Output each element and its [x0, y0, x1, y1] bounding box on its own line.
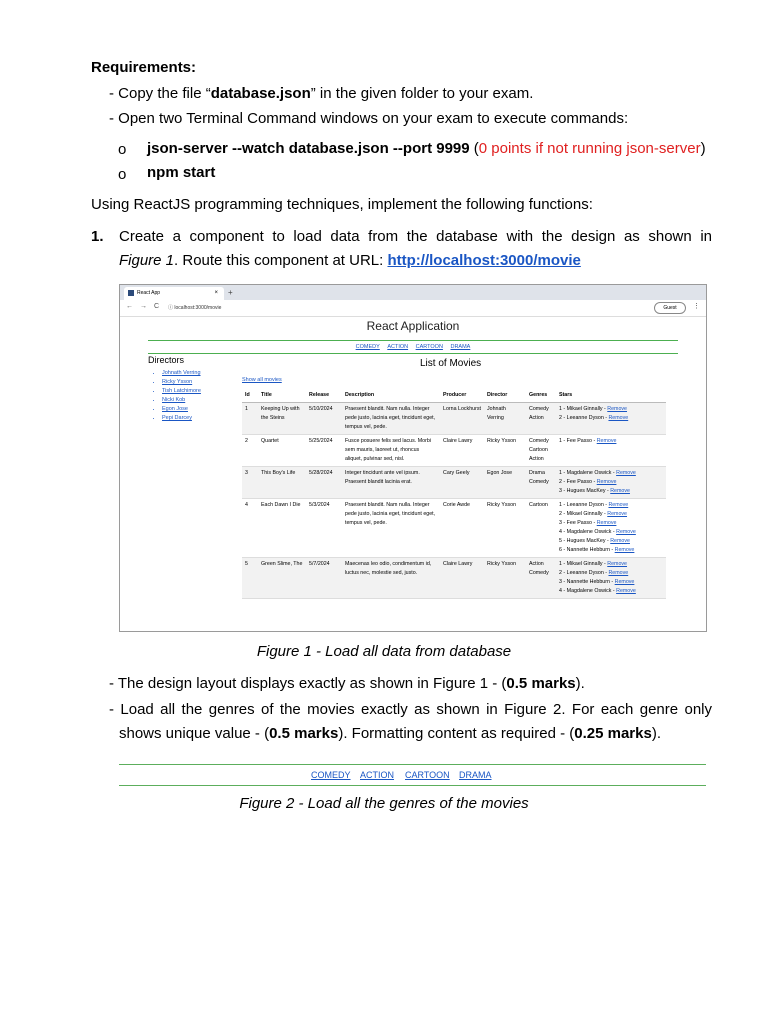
star-item [559, 487, 663, 496]
remove-star-link[interactable]: Remove [608, 415, 629, 421]
tab-title: React App [137, 290, 161, 296]
text: shows unique value - ( [119, 725, 270, 742]
star-name: 1 - Magdalene Oswick - [559, 470, 617, 476]
note-design-layout [109, 675, 585, 692]
text: ). [651, 725, 662, 742]
table-row [242, 467, 666, 499]
column-header: Release [306, 389, 342, 403]
star-item [559, 469, 663, 478]
task-number: 1. [91, 228, 104, 245]
cell-producer: Lorna Lockhurst [440, 403, 484, 435]
remove-star-link[interactable]: Remove [616, 588, 636, 594]
cell-producer: Claire Lawry [440, 435, 484, 467]
browser-tabbar [120, 285, 706, 300]
star-item [559, 414, 663, 423]
text: . Route this component at URL: [174, 252, 388, 269]
cell-director: Ricky Ysson [484, 558, 526, 599]
figure1-caption: Figure 1 - Load all data from database [256, 643, 512, 660]
star-name: 4 - Magdalene Oswick - [559, 588, 617, 594]
genre-nav [120, 344, 706, 350]
cell-description: Maecenas leo odio, condimentum id, luctus nec, molestie sed, justo. [342, 558, 440, 599]
star-name: 3 - Hugues MacKey - [559, 488, 611, 494]
menu-icon[interactable]: ⋮ [693, 303, 700, 310]
cell-description: Integer tincidunt ante vel ipsum. Praesent blandit lacinia erat. [342, 467, 440, 499]
star-name: 4 - Magdalene Oswick - [559, 529, 617, 535]
genre-link-action[interactable]: ACTION [360, 770, 395, 780]
cell-release: 5/3/2024 [306, 499, 342, 558]
remove-star-link[interactable]: Remove [610, 538, 630, 544]
remove-star-link[interactable]: Remove [607, 511, 628, 517]
react-favicon-icon [128, 290, 134, 296]
cell-id: 3 [242, 467, 258, 499]
director-link[interactable]: • Nicki Kob [162, 396, 201, 405]
cell-stars [556, 558, 666, 599]
cell-stars [556, 435, 666, 467]
command-json-server [147, 140, 706, 157]
genre-item: Cartoon [529, 502, 548, 508]
remove-star-link[interactable]: Remove [616, 529, 636, 535]
star-name: 2 - Leeanne Dyson - [559, 415, 609, 421]
cell-title: Quartet [258, 435, 306, 467]
cell-stars [556, 467, 666, 499]
column-header: Description [342, 389, 440, 403]
guest-label: Guest [663, 305, 677, 311]
text: ). [575, 675, 585, 692]
text: ). Formatting content as required - ( [338, 725, 575, 742]
remove-star-link[interactable]: Remove [596, 479, 617, 485]
cell-director: Egon Jose [484, 467, 526, 499]
star-name: 5 - Hugues MacKey - [559, 538, 611, 544]
director-link[interactable]: • Egon Jose [162, 405, 201, 414]
column-header: Stars [556, 389, 666, 403]
genre-link-cartoon[interactable]: CARTOON [405, 770, 450, 780]
directors-heading: Directors [148, 355, 185, 365]
remove-star-link[interactable]: Remove [607, 561, 628, 567]
reload-icon[interactable]: C [154, 303, 160, 310]
figure-ref: Figure 1 [119, 252, 175, 269]
genre-link-drama[interactable]: DRAMA [450, 344, 471, 350]
star-item [559, 569, 663, 578]
genre-link-action[interactable]: ACTION [387, 344, 409, 350]
star-name: 1 - Mikael Ginnally - [559, 561, 608, 567]
text: - The design layout displays exactly as shown in Figure 1 - ( [109, 675, 507, 692]
remove-star-link[interactable]: Remove [610, 488, 630, 494]
cell-description: Fusce posuere felis sed lacus. Morbi sem mauris, laoreet ut, rhoncus aliquet, pulvinar sed, nisl. [342, 435, 440, 467]
table-row [242, 403, 666, 435]
star-item [559, 405, 663, 414]
star-item [559, 578, 663, 587]
task-line2 [119, 252, 581, 269]
forward-icon[interactable]: → [140, 303, 147, 310]
star-name: 1 - Mikael Ginnally - [559, 406, 608, 412]
table-row [242, 499, 666, 558]
browser-navbar [120, 300, 706, 317]
director-link[interactable]: • Pepi Darcey [162, 414, 201, 423]
cell-producer: Corie Awde [440, 499, 484, 558]
figure2-genre-bar [119, 764, 706, 786]
star-item [559, 519, 663, 528]
intro-text: Using ReactJS programming techniques, implement the following functions: [91, 196, 593, 213]
show-all-movies-link[interactable]: Show all movies [242, 377, 282, 383]
cell-id: 4 [242, 499, 258, 558]
star-item [559, 537, 663, 546]
cell-genres [526, 403, 556, 435]
text: ” in the given folder to your exam. [310, 85, 534, 102]
genre-item: Comedy [529, 570, 549, 576]
warning-text: 0 points if not running json-server [478, 140, 701, 157]
cell-stars [556, 403, 666, 435]
genre-item: Action [529, 561, 544, 567]
cell-id: 2 [242, 435, 258, 467]
star-item [559, 478, 663, 487]
cell-genres [526, 435, 556, 467]
remove-star-link[interactable]: Remove [614, 579, 635, 585]
remove-star-link[interactable]: Remove [614, 547, 635, 553]
remove-star-link[interactable]: Remove [608, 570, 629, 576]
address-text: localhost:3000/movie [174, 305, 222, 311]
remove-star-link[interactable]: Remove [607, 406, 628, 412]
genre-item: Action [529, 456, 544, 462]
column-header: Genres [526, 389, 556, 403]
star-item [559, 528, 663, 537]
cell-producer: Cary Geely [440, 467, 484, 499]
genre-item: Cartoon [529, 447, 548, 453]
list-of-movies-heading: List of Movies [420, 358, 482, 369]
cell-director: Johnath Verring [484, 403, 526, 435]
remove-star-link[interactable]: Remove [596, 438, 617, 444]
column-header: Id [242, 389, 258, 403]
movie-url-link[interactable]: http://localhost:3000/movie [387, 252, 581, 269]
star-name: 2 - Mikael Ginnally - [559, 511, 608, 517]
text: ) [700, 140, 706, 157]
table-row [242, 558, 666, 599]
cell-id: 1 [242, 403, 258, 435]
cell-director: Ricky Ysson [484, 435, 526, 467]
genre-item: Comedy [529, 479, 549, 485]
divider [119, 785, 706, 786]
app-title: React Application [366, 319, 460, 333]
star-name: 2 - Leeanne Dyson - [559, 570, 609, 576]
back-icon[interactable]: ← [126, 303, 133, 310]
genre-item: Comedy [529, 406, 549, 412]
requirement-open-terminals: - Open two Terminal Command windows on your exam to execute commands: [109, 110, 629, 127]
cell-genres [526, 467, 556, 499]
star-name: 2 - Fee Passo - [559, 479, 597, 485]
movies-table [242, 389, 666, 599]
cell-genres [526, 499, 556, 558]
cell-title: Keeping Up with the Steins [258, 403, 306, 435]
star-name: 3 - Fee Passo - [559, 520, 597, 526]
star-name: 1 - Leeanne Dyson - [559, 502, 609, 508]
director-link[interactable]: • Ricky Ysson [162, 378, 201, 387]
directors-list [154, 369, 201, 423]
marks-bold: 0.25 marks [574, 725, 652, 742]
divider [148, 340, 678, 341]
director-link[interactable]: • Tish Latchimore [162, 387, 201, 396]
star-item [559, 501, 663, 510]
marks-bold: 0.5 marks [269, 725, 339, 742]
guest-profile-button[interactable] [654, 302, 686, 314]
note-genres-line1: - Load all the genres of the movies exactly as shown in Figure 2. For each genre only [109, 701, 712, 718]
genre-link-comedy[interactable]: COMEDY [311, 770, 351, 780]
star-name: 3 - Nannette Hebburn - [559, 579, 615, 585]
cell-release: 5/10/2024 [306, 403, 342, 435]
remove-star-link[interactable]: Remove [596, 520, 617, 526]
new-tab-icon[interactable]: + [228, 288, 233, 297]
figure2-caption: Figure 2 - Load all the genres of the movies [239, 795, 529, 812]
star-item [559, 546, 663, 555]
cell-stars [556, 499, 666, 558]
requirements-heading: Requirements: [91, 59, 197, 76]
director-link[interactable]: • Johnath Verring [162, 369, 201, 378]
genre-link-drama[interactable]: DRAMA [459, 770, 492, 780]
cell-description: Praesent blandit. Nam nulla. Integer pede justo, lacinia eget, tincidunt eget, tempus vel, pede. [342, 403, 440, 435]
cell-producer: Claire Lawry [440, 558, 484, 599]
remove-star-link[interactable]: Remove [608, 502, 629, 508]
star-name: 6 - Nannette Hebburn - [559, 547, 615, 553]
cell-title: Each Dawn I Die [258, 499, 306, 558]
browser-tab[interactable] [124, 287, 224, 300]
bullet-marker: o [118, 141, 127, 158]
star-item [559, 587, 663, 596]
divider [119, 764, 706, 765]
cell-title: Green Slime, The [258, 558, 306, 599]
remove-star-link[interactable]: Remove [616, 470, 636, 476]
figure1-screenshot [119, 284, 707, 632]
cell-id: 5 [242, 558, 258, 599]
close-tab-icon[interactable]: × [214, 290, 218, 296]
cell-genres [526, 558, 556, 599]
star-name: 1 - Fee Passo - [559, 438, 597, 444]
star-item [559, 510, 663, 519]
table-header-row [242, 389, 666, 403]
star-item [559, 560, 663, 569]
column-header: Title [258, 389, 306, 403]
filename-bold: database.json [210, 85, 311, 102]
cell-title: This Boy's Life [258, 467, 306, 499]
genre-link-cartoon[interactable]: CARTOON [415, 344, 443, 350]
cell-director: Ricky Ysson [484, 499, 526, 558]
note-genres-line2 [119, 725, 661, 742]
cell-description: Praesent blandit. Nam nulla. Integer pede justo, lacinia eget, tincidunt eget, tempus vel, pede. [342, 499, 440, 558]
genre-link-comedy[interactable]: COMEDY [355, 344, 380, 350]
column-header: Director [484, 389, 526, 403]
column-header: Producer [440, 389, 484, 403]
cell-release: 5/28/2024 [306, 467, 342, 499]
marks-bold: 0.5 marks [506, 675, 576, 692]
divider [148, 353, 678, 354]
table-row [242, 435, 666, 467]
genre-item: Drama [529, 470, 545, 476]
cell-release: 5/25/2024 [306, 435, 342, 467]
command-npm-start: npm start [147, 164, 216, 181]
cell-release: 5/7/2024 [306, 558, 342, 599]
text: ( [469, 140, 479, 157]
task-line1: Create a component to load data from the database with the design as shown in [119, 228, 712, 245]
address-bar[interactable]: ⓘ localhost:3000/movie [168, 305, 222, 311]
genre-item: Comedy [529, 438, 549, 444]
genre-item: Action [529, 415, 544, 421]
text: - Copy the file “ [109, 85, 211, 102]
star-item [559, 437, 663, 446]
bullet-marker: o [118, 166, 127, 183]
command-text: json-server --watch database.json --port 9999 [147, 140, 470, 157]
requirement-copy-file [109, 85, 533, 102]
